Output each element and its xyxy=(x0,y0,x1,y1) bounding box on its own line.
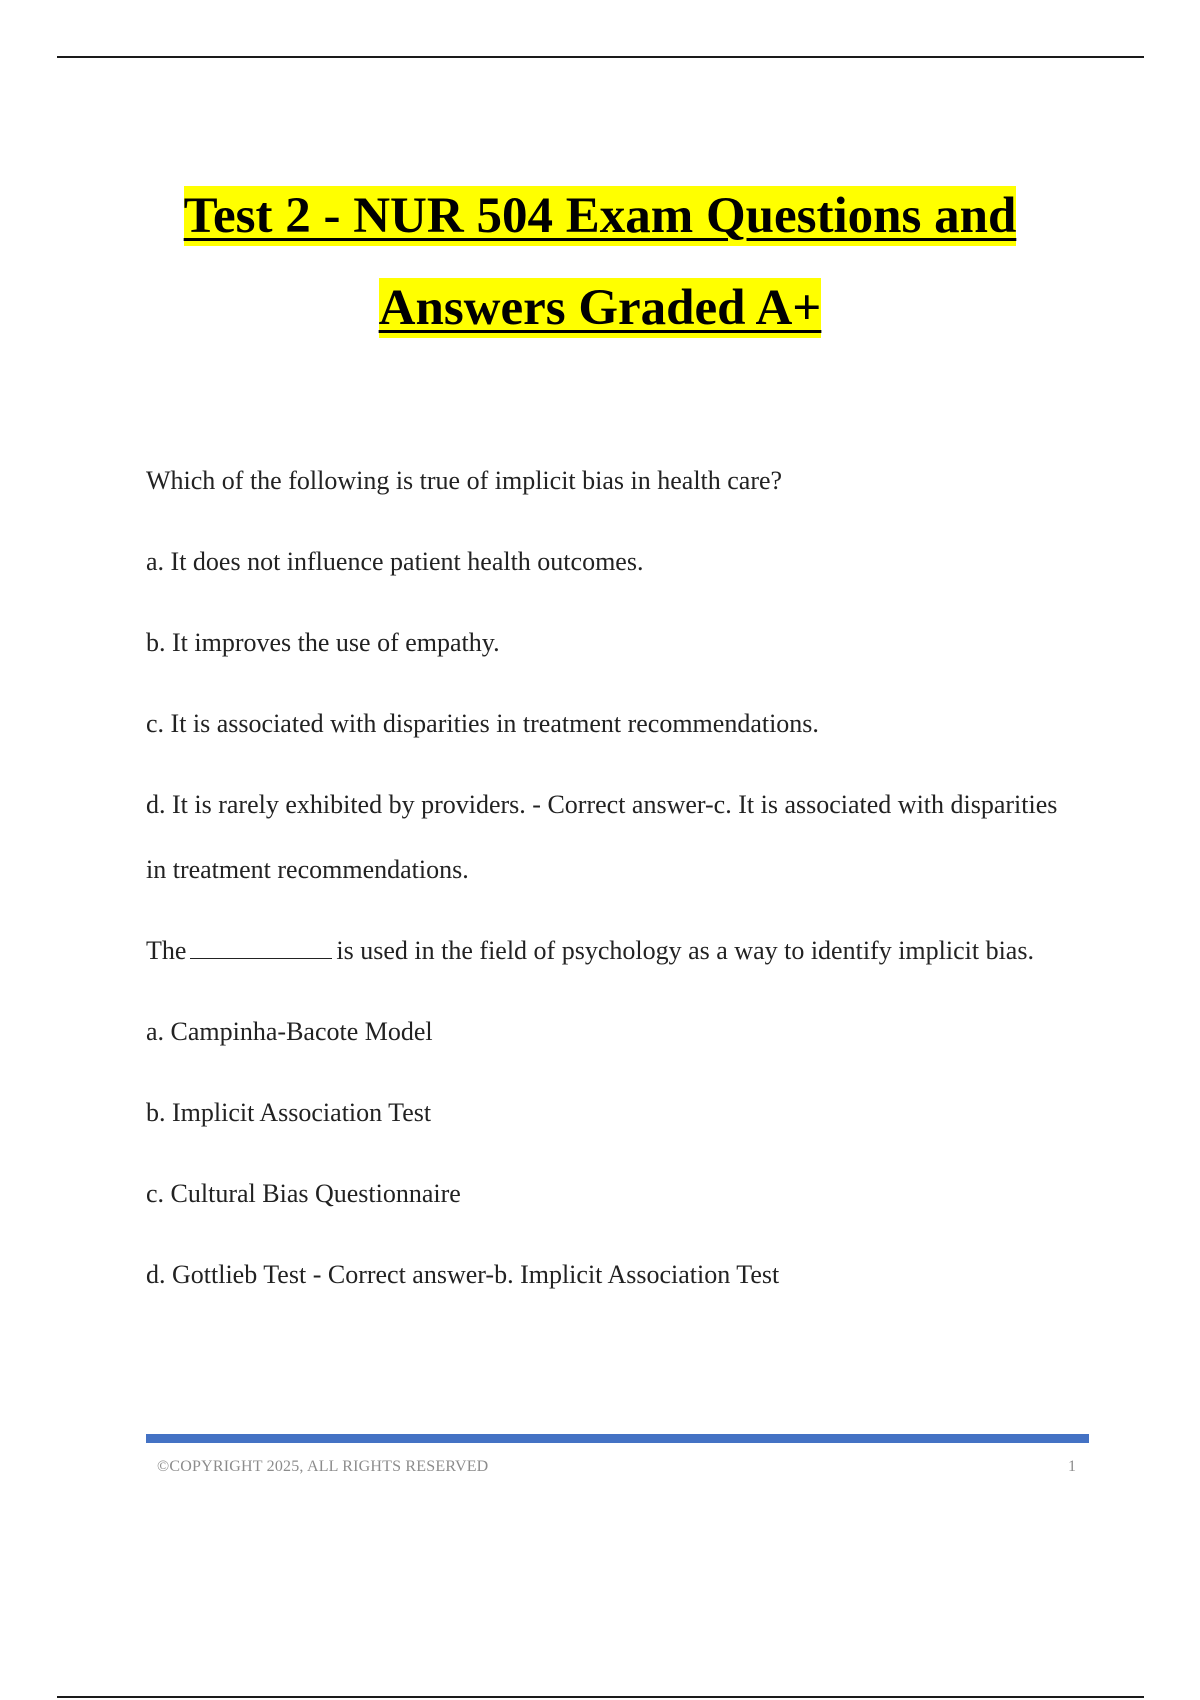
question-2-stem-start: The xyxy=(146,936,187,965)
bottom-rule xyxy=(57,1696,1144,1698)
top-rule xyxy=(57,56,1144,58)
fill-in-blank xyxy=(190,938,332,959)
title-line-1: Test 2 - NUR 504 Exam Questions and xyxy=(183,188,1017,244)
question-2-stem-end: is used in the field of psychology as a way to identify implicit bias. xyxy=(336,936,1034,965)
question-1-option-d: d. It is rarely exhibited by providers. - Correct answer-c. It is associated with disparities in treatment recommendations. xyxy=(146,790,1058,884)
page-number: 1 xyxy=(1068,1458,1076,1475)
question-2-stem xyxy=(146,918,1066,983)
footer-bar xyxy=(146,1434,1089,1443)
document-body xyxy=(146,448,1066,1323)
question-1-stem: Which of the following is true of implicit bias in health care? xyxy=(146,466,783,495)
question-2-option-d: d. Gottlieb Test - Correct answer-b. Implicit Association Test xyxy=(146,1260,780,1289)
document-title xyxy=(0,170,1200,354)
question-2-option-a: a. Campinha-Bacote Model xyxy=(146,1017,433,1046)
question-1-option-b: b. It improves the use of empathy. xyxy=(146,628,500,657)
question-2-option-c: c. Cultural Bias Questionnaire xyxy=(146,1179,461,1208)
question-1-option-a: a. It does not influence patient health outcomes. xyxy=(146,547,644,576)
question-1-option-c: c. It is associated with disparities in treatment recommendations. xyxy=(146,709,819,738)
title-line-2: Answers Graded A+ xyxy=(378,280,822,336)
footer-copyright: ©COPYRIGHT 2025, ALL RIGHTS RESERVED xyxy=(157,1458,489,1475)
question-2-option-b: b. Implicit Association Test xyxy=(146,1098,432,1127)
